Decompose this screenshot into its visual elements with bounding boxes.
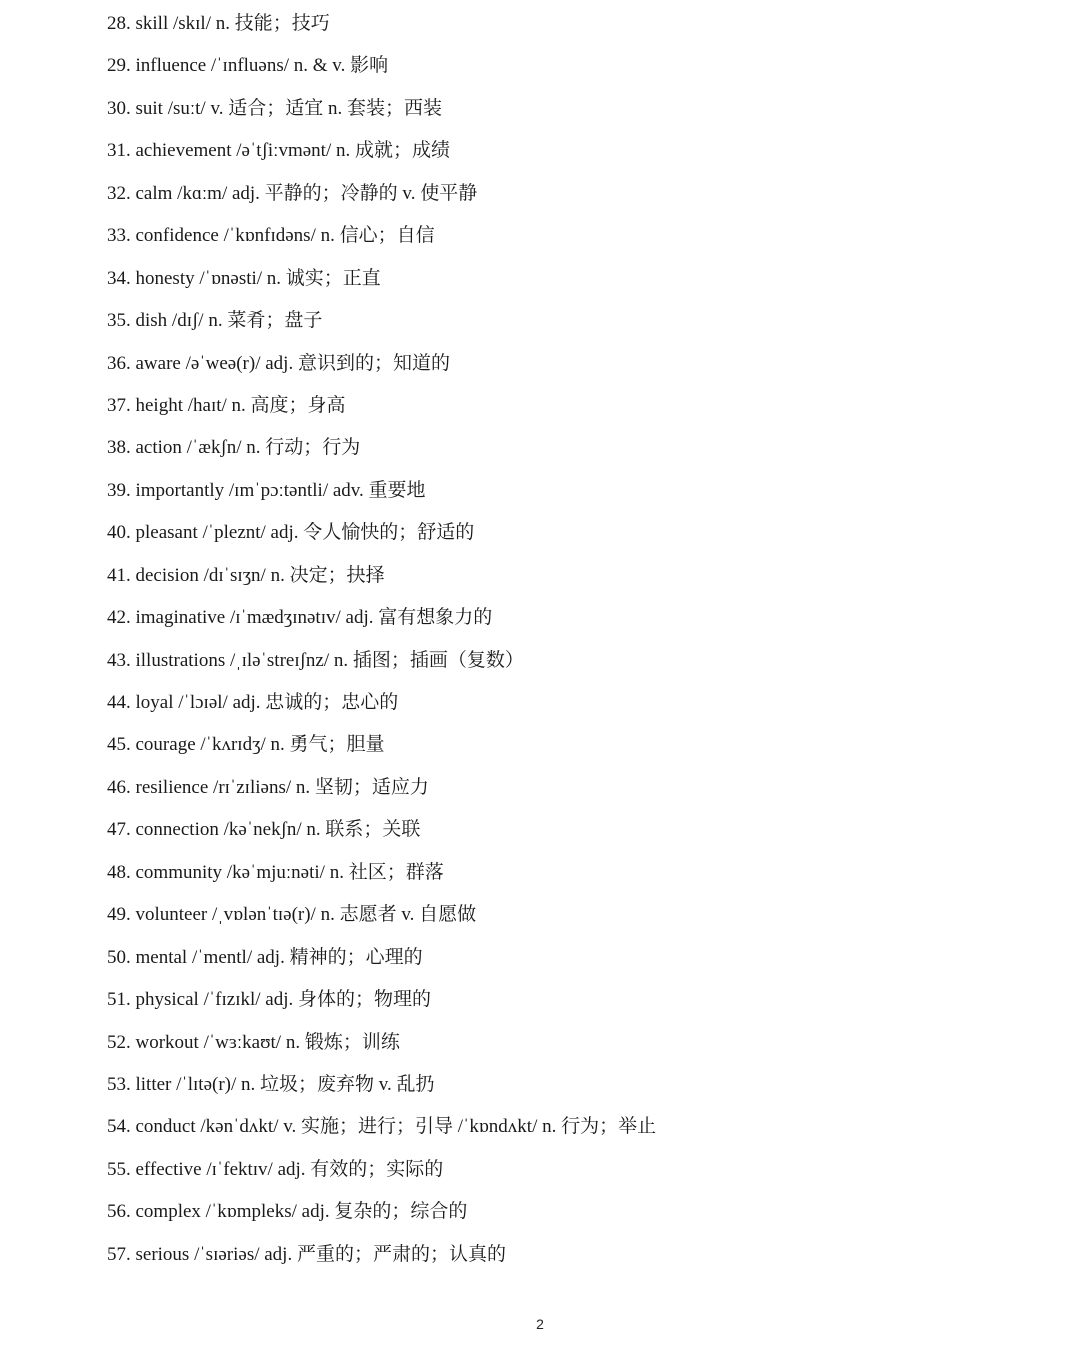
vocab-entry-38: 38. action /ˈækʃn/ n. 行动；行为 <box>107 437 361 459</box>
page-number: 2 <box>536 1316 544 1332</box>
vocab-entry-37: 37. height /haɪt/ n. 高度；身高 <box>107 394 346 416</box>
vocab-entry-48: 48. community /kəˈmjuːnəti/ n. 社区；群落 <box>107 861 444 883</box>
vocab-entry-56: 56. complex /ˈkɒmpleks/ adj. 复杂的；综合的 <box>107 1201 468 1223</box>
vocab-entry-33: 33. confidence /ˈkɒnfɪdəns/ n. 信心；自信 <box>107 225 435 247</box>
vocab-entry-41: 41. decision /dɪˈsɪʒn/ n. 决定；抉择 <box>107 564 385 586</box>
vocabulary-list <box>107 7 656 1280</box>
vocab-entry-49: 49. volunteer /ˌvɒlənˈtɪə(r)/ n. 志愿者 v. 自愿做 <box>107 904 477 926</box>
vocab-entry-53: 53. litter /ˈlɪtə(r)/ n. 垃圾；废弃物 v. 乱扔 <box>107 1073 435 1095</box>
vocab-entry-40: 40. pleasant /ˈpleznt/ adj. 令人愉快的；舒适的 <box>107 522 475 544</box>
vocab-entry-28: 28. skill /skɪl/ n. 技能；技巧 <box>107 13 330 34</box>
vocab-entry-45: 45. courage /ˈkʌrɪdʒ/ n. 勇气；胆量 <box>107 734 385 756</box>
vocab-entry-31: 31. achievement /əˈtʃiːvmənt/ n. 成就；成绩 <box>107 140 450 162</box>
vocab-entry-50: 50. mental /ˈmentl/ adj. 精神的；心理的 <box>107 946 423 968</box>
vocab-entry-47: 47. connection /kəˈnekʃn/ n. 联系；关联 <box>107 819 421 841</box>
vocab-entry-34: 34. honesty /ˈɒnəsti/ n. 诚实；正直 <box>107 267 381 289</box>
vocab-entry-54: 54. conduct /kənˈdʌkt/ v. 实施；进行；引导 /ˈkɒndʌkt/ n. 行为；举止 <box>107 1116 657 1138</box>
vocab-entry-57: 57. serious /ˈsɪəriəs/ adj. 严重的；严肃的；认真的 <box>107 1243 506 1265</box>
vocab-entry-39: 39. importantly /ɪmˈpɔːtəntli/ adv. 重要地 <box>107 479 426 501</box>
vocab-entry-30: 30. suit /suːt/ v. 适合；适宜 n. 套装；西装 <box>107 97 442 119</box>
vocab-entry-46: 46. resilience /rɪˈzɪliəns/ n. 坚韧；适应力 <box>107 776 429 798</box>
vocab-entry-43: 43. illustrations /ˌɪləˈstreɪʃnz/ n. 插图；插画（复数） <box>107 649 524 671</box>
vocab-entry-29: 29. influence /ˈɪnfluəns/ n. & v. 影响 <box>107 55 389 77</box>
vocab-entry-36: 36. aware /əˈweə(r)/ adj. 意识到的；知道的 <box>107 352 450 374</box>
vocab-entry-42: 42. imaginative /ɪˈmædʒɪnətɪv/ adj. 富有想象力的 <box>107 607 493 629</box>
vocab-entry-55: 55. effective /ɪˈfektɪv/ adj. 有效的；实际的 <box>107 1158 444 1180</box>
vocab-entry-44: 44. loyal /ˈlɔɪəl/ adj. 忠诚的；忠心的 <box>107 692 399 713</box>
vocab-entry-35: 35. dish /dɪʃ/ n. 菜肴；盘子 <box>107 310 323 332</box>
vocab-entry-51: 51. physical /ˈfɪzɪkl/ adj. 身体的；物理的 <box>107 989 432 1011</box>
vocab-entry-32: 32. calm /kɑːm/ adj. 平静的；冷静的 v. 使平静 <box>107 182 478 204</box>
vocab-entry-52: 52. workout /ˈwɜːkaʊt/ n. 锻炼；训练 <box>107 1031 400 1053</box>
